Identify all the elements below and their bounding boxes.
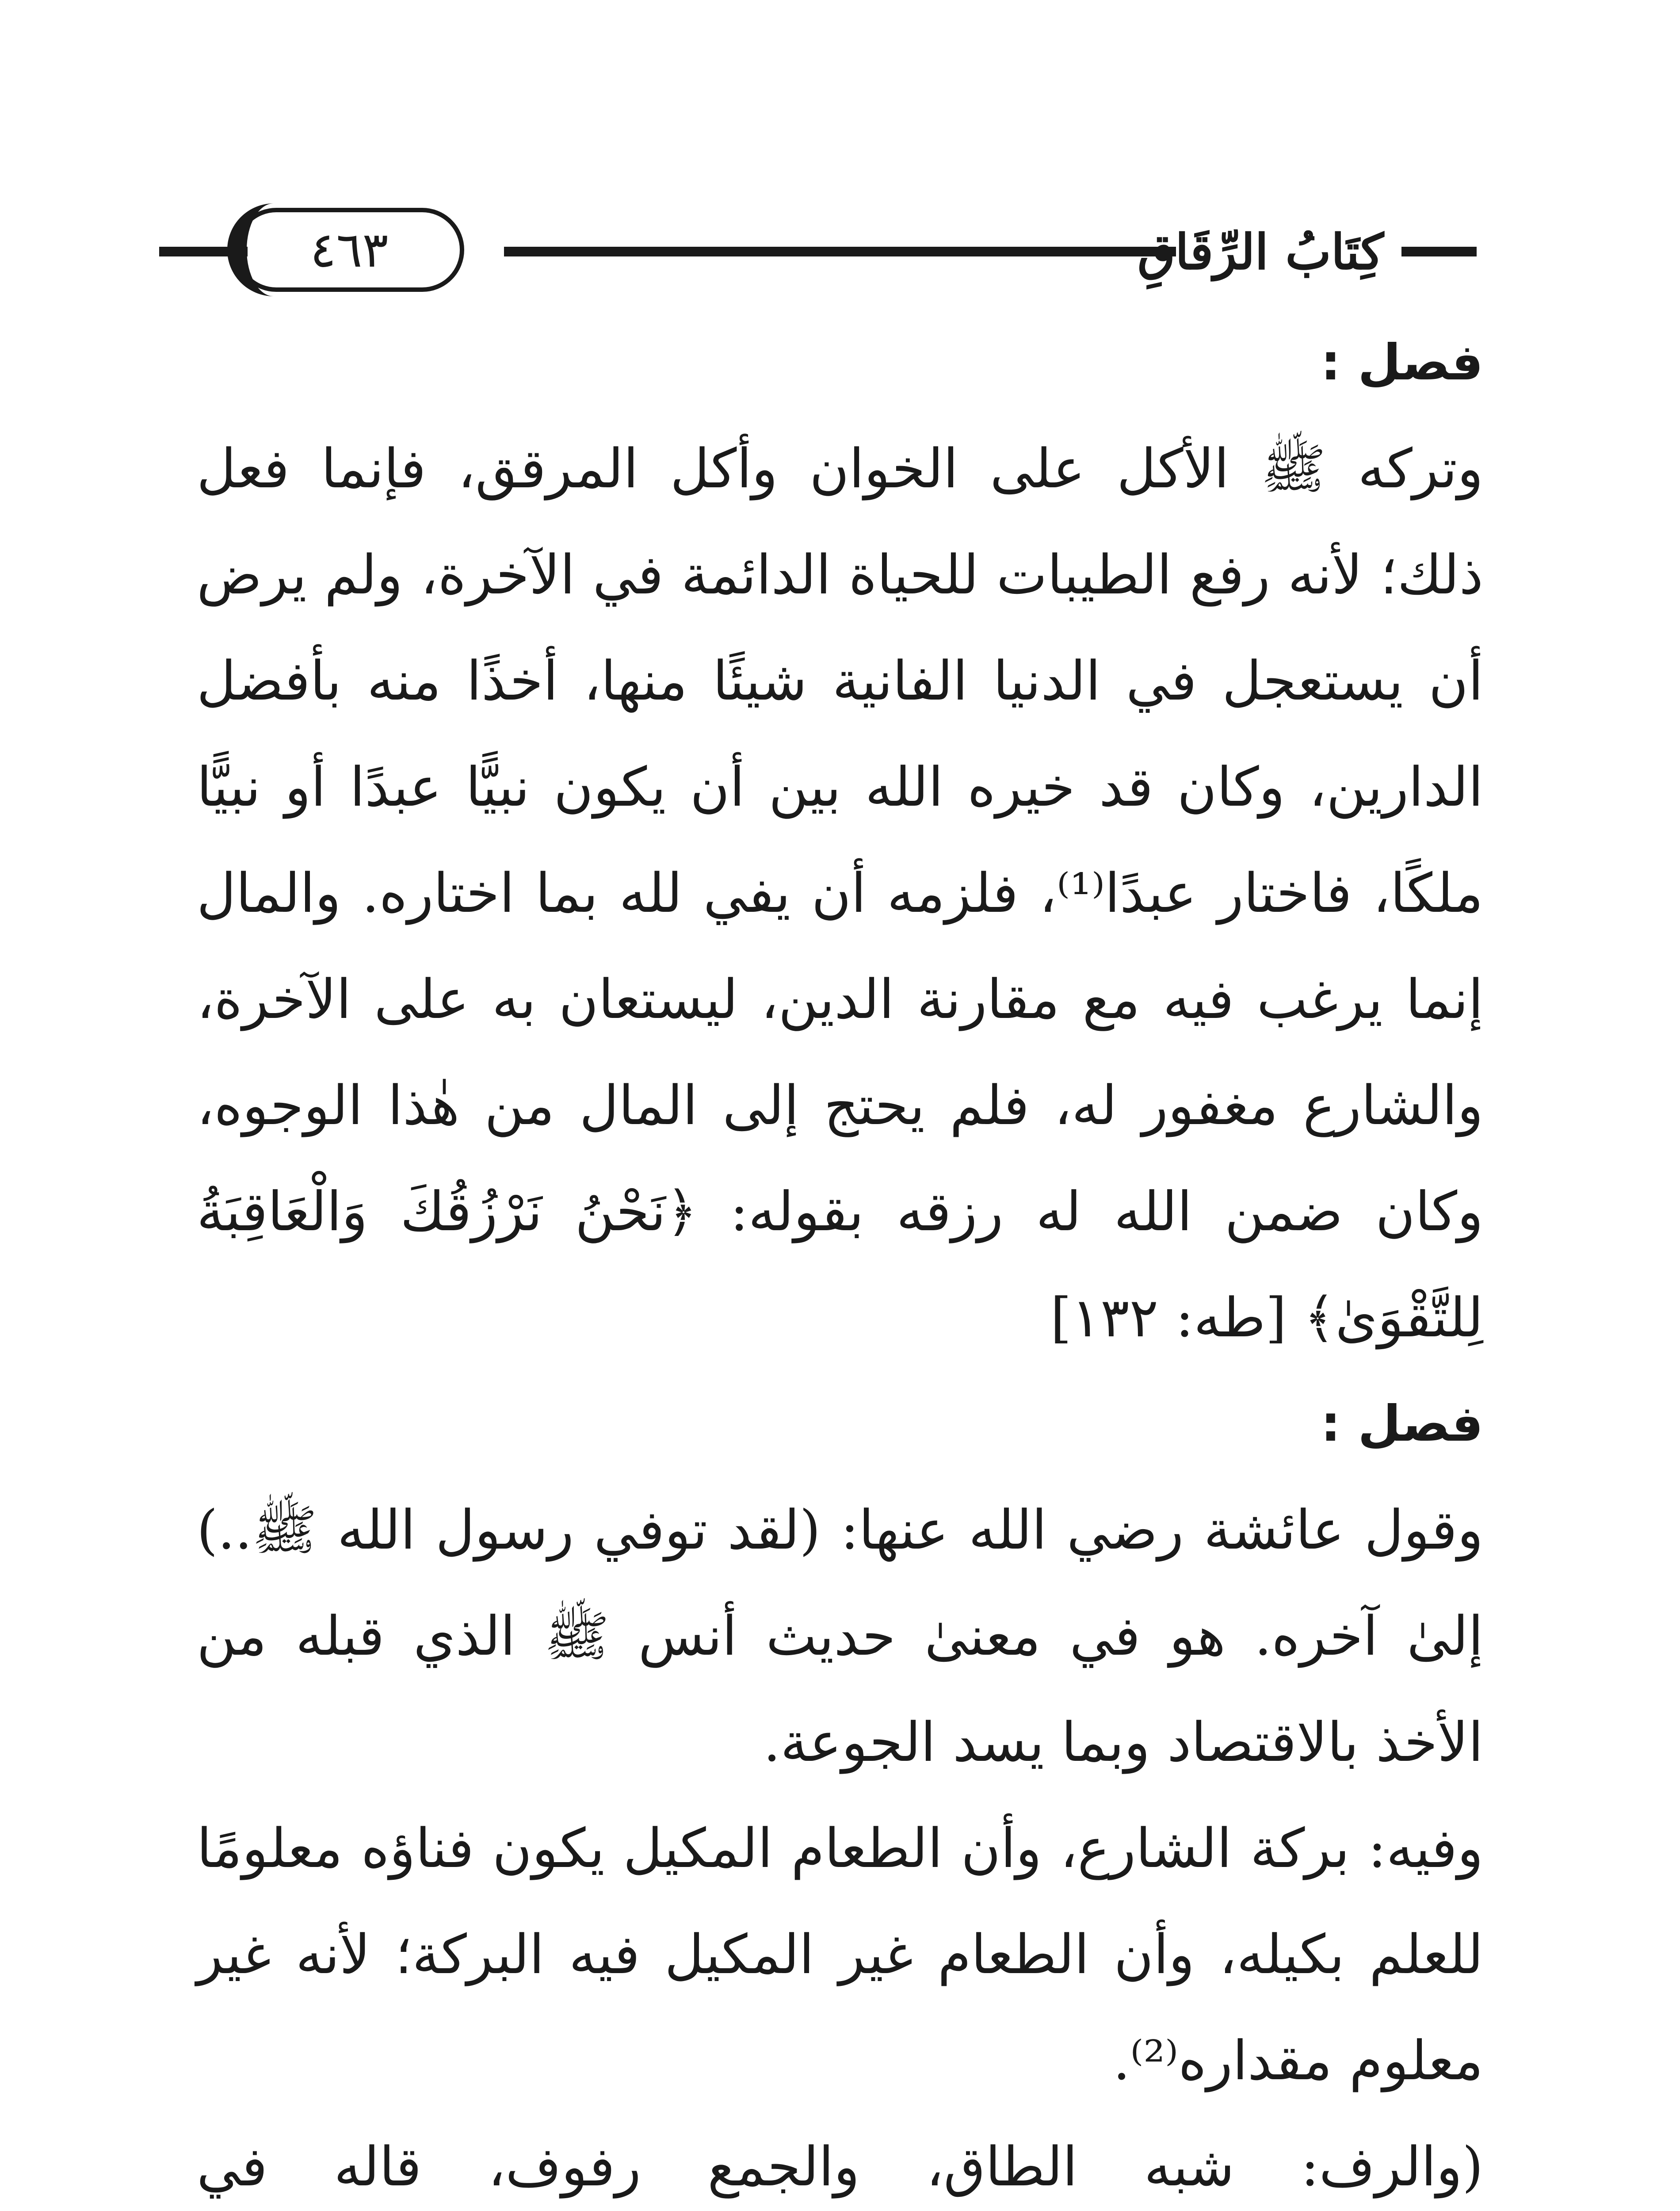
- section-heading: فصل :: [1321, 1395, 1483, 1453]
- section-heading: فصل :: [1321, 334, 1483, 391]
- page-number-badge: ٤٦٣: [234, 208, 464, 292]
- header-rule-middle: [504, 247, 1176, 256]
- header-rule-left: [159, 247, 248, 256]
- paragraph: وتركه ﷺ الأكل على الخوان وأكل المرقق، فإنما فعل ذلك؛ لأنه رفع الطيبات للحياة الدائمة في الآخرة، ولم يرض أن يستعجل في الدنيا الفانية شيئًا منها، أخذًا منه بأفضل الدارين، وكان قد خيره الله بين أن يكون نبيًّا عبدًا أو نبيًّا ملكًا، فاختار عبدًا⁽¹⁾، فلزمه أن يفي لله بما اختاره. والمال إنما يرغب فيه مع مقارنة الدين، ليستعان به على الآخرة، والشارع مغفور له، فلم يحتج إلى المال من هٰذا الوجوه، وكان ضمن الله له رزقه بقوله: ﴿نَحْنُ نَرْزُقُكَ وَالْعَاقِبَةُ لِلتَّقْوَىٰ﴾ [طه: ١٣٢]: [197, 437, 1483, 1349]
- header-rule-right: [1401, 247, 1477, 256]
- paragraph: (والرف: شبه الطاق، والجمع رفوف، قاله في: [197, 2135, 1483, 2198]
- running-header: [159, 208, 1477, 296]
- paragraph: وقول عائشة رضي الله عنها: (لقد توفي رسول الله ﷺ..) إلىٰ آخره. هو في معنىٰ حديث أنس ﷺ الذي قبله من الأخذ بالاقتصاد وبما يسد الجوعة.: [197, 1499, 1483, 1774]
- book-title: كِتَابُ الرِّقَاقِ: [1137, 223, 1384, 280]
- paragraph: وفيه: بركة الشارع، وأن الطعام المكيل يكون فناؤه معلومًا للعلم بكيله، وأن الطعام غير المكيل فيه البركة؛ لأنه غير معلوم مقداره⁽²⁾.: [197, 1817, 1483, 2092]
- main-text: [197, 310, 1483, 2211]
